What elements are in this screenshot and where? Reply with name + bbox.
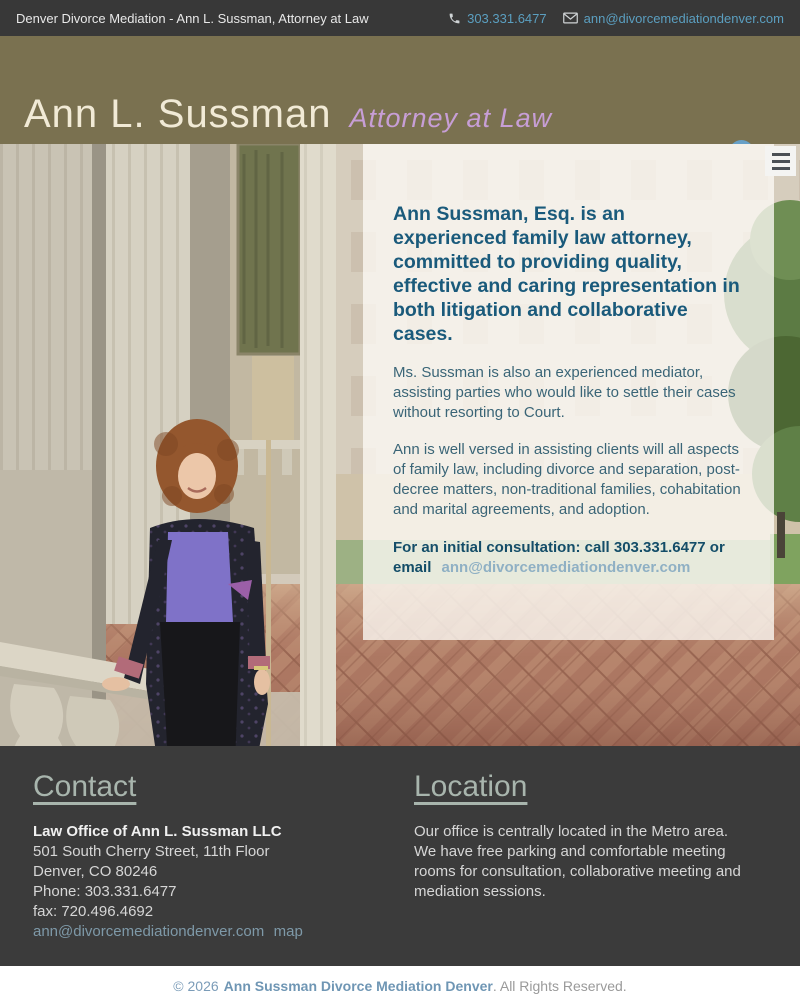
phone-icon bbox=[448, 12, 461, 25]
footer-location-column bbox=[414, 770, 767, 966]
hero-consult-text: For an initial consultation: call 303.331.6477 or email bbox=[393, 539, 725, 576]
footer-email-link[interactable]: ann@divorcemediationdenver.com bbox=[33, 923, 265, 940]
copyright-brand-link[interactable]: Ann Sussman Divorce Mediation Denver bbox=[223, 977, 493, 994]
hamburger-icon bbox=[772, 153, 790, 156]
contact-fax: fax: 720.496.4692 bbox=[33, 903, 154, 920]
topbar bbox=[0, 0, 800, 36]
site-title: Denver Divorce Mediation - Ann L. Sussman, Attorney at Law bbox=[16, 10, 369, 26]
topbar-phone-link[interactable] bbox=[448, 11, 547, 26]
copyright-suffix: . All Rights Reserved. bbox=[492, 977, 627, 994]
footer bbox=[0, 746, 800, 966]
header bbox=[0, 36, 800, 144]
hero-paragraph-mediator: Ms. Sussman is also an experienced mediator, assisting parties who would like to settle their cases without resorting to Court. bbox=[393, 364, 736, 421]
footer-map-link[interactable]: map bbox=[273, 923, 303, 940]
location-line2: We have free parking and comfortable meeting rooms for consultation, collaborative meeting and mediation sessions. bbox=[414, 843, 741, 900]
hamburger-icon bbox=[772, 160, 790, 163]
contact-links-row bbox=[33, 922, 386, 942]
hero-email-link[interactable]: ann@divorcemediationdenver.com bbox=[441, 559, 691, 576]
hero-heading: Ann Sussman, Esq. is an experienced family law attorney, committed to providing quality, effective and caring representation in both litigation and collaborative cases. bbox=[393, 203, 740, 345]
footer-contact-column bbox=[33, 770, 386, 966]
copyright-bar bbox=[0, 966, 800, 1005]
location-line1: Our office is centrally located in the Metro area. bbox=[414, 823, 729, 840]
hero-paragraph-practice: Ann is well versed in assisting clients will all aspects of family law, including divorce and separation, post-decree matters, non-traditional families, cohabitation and marital agreements, and adoption. bbox=[393, 441, 741, 518]
menu-button[interactable] bbox=[765, 146, 796, 176]
contact-phone: Phone: 303.331.6477 bbox=[33, 883, 177, 900]
topbar-email-link[interactable] bbox=[563, 11, 784, 26]
logo-tagline: Attorney at Law bbox=[349, 103, 553, 133]
brand[interactable] bbox=[24, 92, 552, 137]
contact-address-line2: Denver, CO 80246 bbox=[33, 863, 158, 880]
hero-consultation-line bbox=[393, 538, 744, 578]
hero-section bbox=[0, 144, 800, 746]
topbar-phone-text: 303.331.6477 bbox=[467, 10, 547, 26]
contact-company: Law Office of Ann L. Sussman LLC bbox=[33, 823, 282, 840]
hero-content-panel bbox=[363, 144, 774, 640]
logo-text: Ann L. Sussman bbox=[24, 92, 332, 136]
contact-heading[interactable]: Contact bbox=[33, 770, 137, 803]
topbar-email-text: ann@divorcemediationdenver.com bbox=[583, 10, 784, 26]
location-heading[interactable]: Location bbox=[414, 770, 528, 803]
hamburger-icon bbox=[772, 167, 790, 170]
copyright-year: © 2026 bbox=[173, 977, 219, 994]
envelope-icon bbox=[563, 12, 578, 24]
topbar-contact-group bbox=[448, 11, 784, 26]
contact-address-line1: 501 South Cherry Street, 11th Floor bbox=[33, 843, 270, 860]
